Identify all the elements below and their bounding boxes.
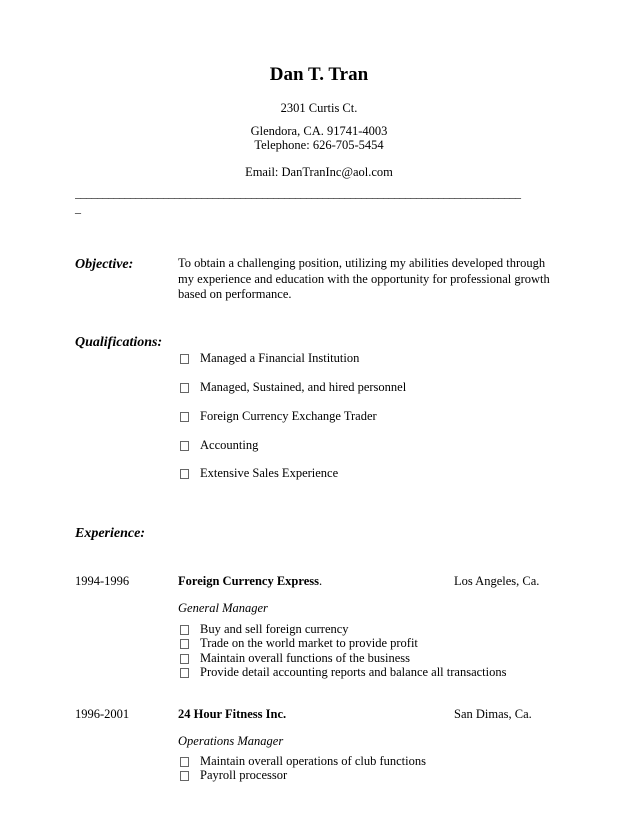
job-duty <box>178 754 426 769</box>
job-company <box>178 707 286 722</box>
company-suffix: . <box>318 574 323 588</box>
checkbox-bullet-icon <box>180 757 189 767</box>
job-duty <box>178 636 418 651</box>
qualification-item <box>178 351 359 366</box>
job-duty <box>178 651 410 666</box>
experience-heading: Experience: <box>75 526 145 541</box>
job-title: Operations Manager <box>178 734 284 748</box>
qualification-label: Managed, Sustained, and hired personnel <box>200 380 407 394</box>
objective-text <box>178 256 558 303</box>
objective-line: based on performance. <box>178 287 292 301</box>
qualification-item <box>178 438 258 453</box>
checkbox-bullet-icon <box>180 354 189 364</box>
checkbox-bullet-icon <box>180 668 189 678</box>
email: Email: DanTranInc@aol.com <box>245 165 393 179</box>
qualification-label: Foreign Currency Exchange Trader <box>200 409 377 423</box>
duty-label: Payroll processor <box>200 768 288 782</box>
divider-rule: _________________________________________________________________________________ <box>75 186 521 200</box>
duty-label: Maintain overall operations of club functions <box>200 754 426 768</box>
objective-line: To obtain a challenging position, utilizing my abilities developed through <box>178 256 546 270</box>
checkbox-bullet-icon <box>180 639 189 649</box>
checkbox-bullet-icon <box>180 383 189 393</box>
objective-heading: Objective: <box>75 257 134 272</box>
qualification-item <box>178 380 406 395</box>
qualification-label: Managed a Financial Institution <box>200 351 360 365</box>
checkbox-bullet-icon <box>180 771 189 781</box>
duty-label: Trade on the world market to provide profit <box>200 636 418 650</box>
duty-label: Maintain overall functions of the business <box>200 651 411 665</box>
company-name: 24 Hour Fitness Inc. <box>178 707 287 721</box>
job-duty <box>178 622 349 637</box>
qualification-item <box>178 466 338 481</box>
job-duty <box>178 768 287 783</box>
qualification-label: Accounting <box>200 438 259 452</box>
checkbox-bullet-icon <box>180 469 189 479</box>
job-dates: 1994-1996 <box>75 574 130 588</box>
job-company <box>178 574 322 589</box>
street-address: 2301 Curtis Ct. <box>280 101 358 115</box>
checkbox-bullet-icon <box>180 441 189 451</box>
checkbox-bullet-icon <box>180 654 189 664</box>
checkbox-bullet-icon <box>180 625 189 635</box>
telephone: Telephone: 626-705-5454 <box>254 138 384 152</box>
job-location: Los Angeles, Ca. <box>454 574 540 588</box>
duty-label: Buy and sell foreign currency <box>200 622 349 636</box>
city-state-zip: Glendora, CA. 91741-4003 <box>250 124 388 138</box>
job-location: San Dimas, Ca. <box>454 707 532 721</box>
qualification-item <box>178 409 377 424</box>
checkbox-bullet-icon <box>180 412 189 422</box>
job-duty <box>178 665 507 680</box>
qualification-label: Extensive Sales Experience <box>200 466 339 480</box>
company-name: Foreign Currency Express <box>178 574 319 588</box>
duty-label: Provide detail accounting reports and balance all transactions <box>200 665 507 679</box>
objective-line: my experience and education with the opportunity for professional growth <box>178 271 550 286</box>
qualifications-heading: Qualifications: <box>75 335 163 350</box>
job-title: General Manager <box>178 601 268 615</box>
resume-name: Dan T. Tran <box>269 64 369 85</box>
job-dates: 1996-2001 <box>75 707 130 721</box>
divider-rule-tail: _ <box>75 201 81 215</box>
